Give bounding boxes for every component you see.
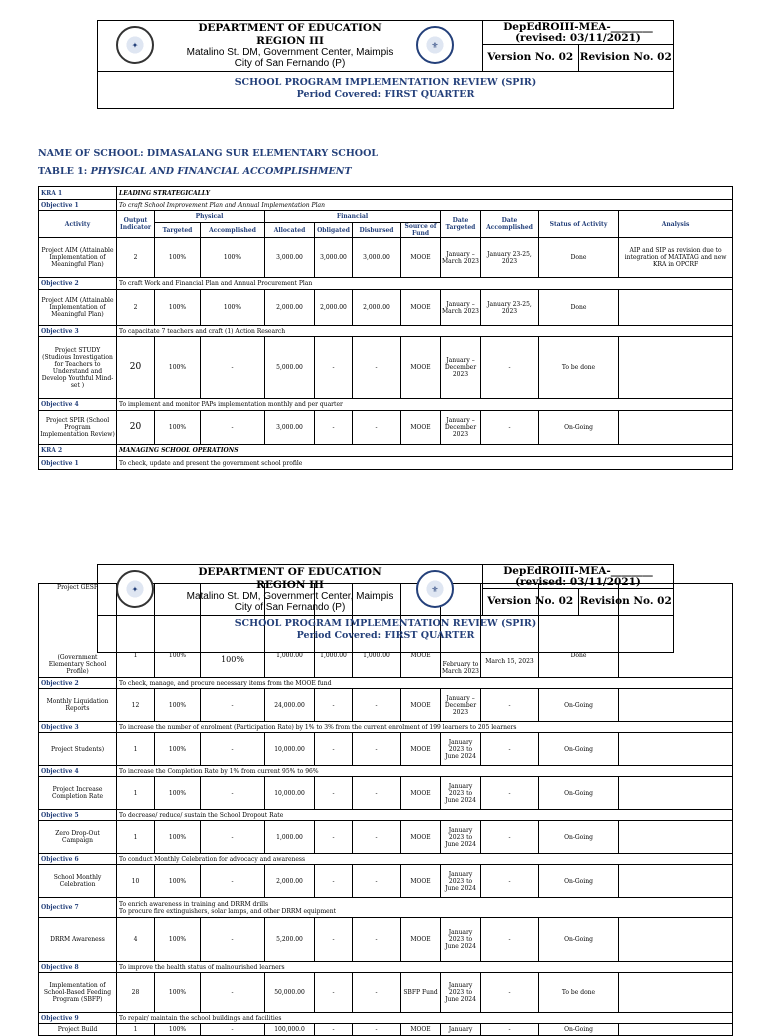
objective-row: Objective 8 To improve the health status of malnourished learners <box>39 962 733 973</box>
period-covered: Period Covered: FIRST QUARTER <box>296 89 475 100</box>
objective-row: Objective 4 To implement and monitor PAPs implementation monthly and per quarter <box>39 399 733 411</box>
document-header-page2: ✦ ⚜ DEPARTMENT OF EDUCATION REGION III Matalino St. DM, Government Center, Maimpis City of San Fernando (P) DepEdROIII-MEA-________ (revised: 03/11/2021) Version No. 02 Revision No. 02 SCHOOL PROGRAM IMPLEMENTATION REVIEW (SPIR) Period Covered: FIRST QUARTER <box>97 564 674 653</box>
col-date-accomplished: Date Accomplished <box>481 211 539 238</box>
table-title: TABLE 1: PHYSICAL AND FINANCIAL ACCOMPLISHMENT <box>38 166 352 177</box>
col-physical: Physical <box>155 211 265 223</box>
objective-row: Objective 2 To craft Work and Financial Plan and Annual Procurement Plan <box>39 278 733 290</box>
accomplishment-table-page1 <box>38 186 733 470</box>
col-allocated: Allocated <box>265 223 315 238</box>
objective-row: Objective 3 To increase the number of enrolment (Participation Rate) by 1% to 3% from the current enrolment of 199 learners to 205 learners <box>39 722 733 733</box>
objective-row: Objective 9 To repair/ maintain the school buildings and facilities <box>39 1013 733 1024</box>
col-output: Output Indicator <box>117 211 155 238</box>
table-row: DRRM Awareness 4 100% - 5,200.00 - - MOOE January 2023 to June 2024 - On-Going <box>39 918 733 962</box>
objective-row: Objective 2 To check, manage, and procure necessary items from the MOOE fund <box>39 678 733 689</box>
deped-region-seal-icon: ✦ <box>116 26 154 64</box>
objective-row: Objective 5 To decrease/ reduce/ sustain the School Dropout Rate <box>39 810 733 821</box>
col-activity: Activity <box>39 211 117 238</box>
objective-row: Objective 7 To enrich awareness in training and DRRM drills To procure fire extinguishers, solar lamps, and other DRRM equipment <box>39 898 733 918</box>
table-row: Project GESP (Government Elementary School Profile) 1 100% 100% 1,000.00 1,000.00 1,000.00 MOOE February to March 2023 March 15, 2023 Done <box>39 584 733 678</box>
col-status: Status of Activity <box>539 211 619 238</box>
region: REGION III <box>256 35 324 47</box>
version-no: Version No. 02 <box>483 45 579 71</box>
objective-row <box>39 200 733 211</box>
revised-date: (revised: 03/11/2021) <box>515 32 641 44</box>
table-row: Project AIM (Attainable Implementation of Meaningful Plan) 2 100% 100% 2,000.00 2,000.00 2,000.00 MOOE January – March 2023 January 23-25, 2023 Done <box>39 290 733 326</box>
table-row: Project Increase Completion Rate 1 100% - 10,000.00 - - MOOE January 2023 to June 2024 - On-Going <box>39 777 733 810</box>
objective-row: Objective 1 To check, update and present the government school profile <box>39 457 733 470</box>
gesp-subtitle: (Government Elementary School Profile) <box>48 654 107 675</box>
table-row: School Monthly Celebration 10 100% - 2,000.00 - - MOOE January 2023 to June 2024 - On-Going <box>39 865 733 898</box>
revision-no: Revision No. 02 <box>579 51 672 63</box>
kra-label: KRA 1 <box>39 187 117 200</box>
col-analysis: Analysis <box>619 211 733 238</box>
col-targeted: Targeted <box>155 223 201 238</box>
document-header <box>97 20 674 109</box>
school-name: NAME OF SCHOOL: DIMASALANG SUR ELEMENTARY SCHOOL <box>38 148 379 159</box>
table-row: Monthly Liquidation Reports 12 100% - 24,000.00 - - MOOE January – December 2023 - On-Going <box>39 689 733 722</box>
col-accomplished: Accomplished <box>201 223 265 238</box>
objective-text: To craft School Improvement Plan and Annual Implementation Plan <box>117 200 733 211</box>
table-row: Project Students) 1 100% - 10,000.00 - - MOOE January 2023 to June 2024 - On-Going <box>39 733 733 766</box>
table-row: Project STUDY (Studious Investigation for Teachers to Understand and Develop Youthful Mind-set ) 20 100% - 5,000.00 - - MOOE January – December 2023 - To be done <box>39 337 733 399</box>
program-title: SCHOOL PROGRAM IMPLEMENTATION REVIEW (SPIR) <box>234 77 537 88</box>
objective-row: Objective 3 To capacitate 7 teachers and craft (1) Action Research <box>39 326 733 337</box>
col-source: Source of Fund <box>401 223 441 238</box>
address-line-2: City of San Fernando (P) <box>234 58 346 69</box>
deped-seal-icon: ⚜ <box>416 570 454 608</box>
col-financial: Financial <box>265 211 441 223</box>
address-line-1: Matalino St. DM, Government Center, Maimpis <box>186 47 394 58</box>
col-disbursed: Disbursed <box>353 223 401 238</box>
column-header-row <box>39 211 733 223</box>
doc-code: DepEdROIII-MEA-________ <box>503 21 653 33</box>
kra-row <box>39 187 733 200</box>
objective-row: Objective 6 To conduct Monthly Celebration for advocacy and awareness <box>39 854 733 865</box>
table-row: Project SPIR (School Program Implementation Review) 20 100% - 3,000.00 - - MOOE January – December 2023 - On-Going <box>39 411 733 445</box>
dept-name: DEPARTMENT OF EDUCATION <box>198 22 382 34</box>
objective-label: Objective 1 <box>39 200 117 211</box>
deped-seal-icon: ⚜ <box>416 26 454 64</box>
objective-row: Objective 4 To increase the Completion Rate by 1% from current 95% to 96% <box>39 766 733 777</box>
table-row: Implementation of School-Based Feeding Program (SBFP) 28 100% - 50,000.00 - - SBFP Fund January 2023 to June 2024 - To be done <box>39 973 733 1013</box>
deped-region-seal-icon: ✦ <box>116 570 154 608</box>
table-row: Zero Drop-Out Campaign 1 100% - 1,000.00 - - MOOE January 2023 to June 2024 - On-Going <box>39 821 733 854</box>
gesp-title: Project GESP <box>57 584 98 591</box>
col-obligated: Obligated <box>315 223 353 238</box>
table-row: Project Build 1 100% - 100,000.0 - - MOOE January - On-Going <box>39 1024 733 1036</box>
kra-row: KRA 2 MANAGING SCHOOL OPERATIONS <box>39 445 733 457</box>
kra-text: LEADING STRATEGICALLY <box>117 187 733 200</box>
table-row: Project AIM (Attainable Implementation of Meaningful Plan) 2 100% 100% 3,000.00 3,000.00 3,000.00 MOOE January – March 2023 January 23-25, 2023 Done AIP and SIP as revision due to integration of MATATAG and new KRA in OPCRF <box>39 238 733 278</box>
col-date-targeted: Date Targeted <box>441 211 481 238</box>
